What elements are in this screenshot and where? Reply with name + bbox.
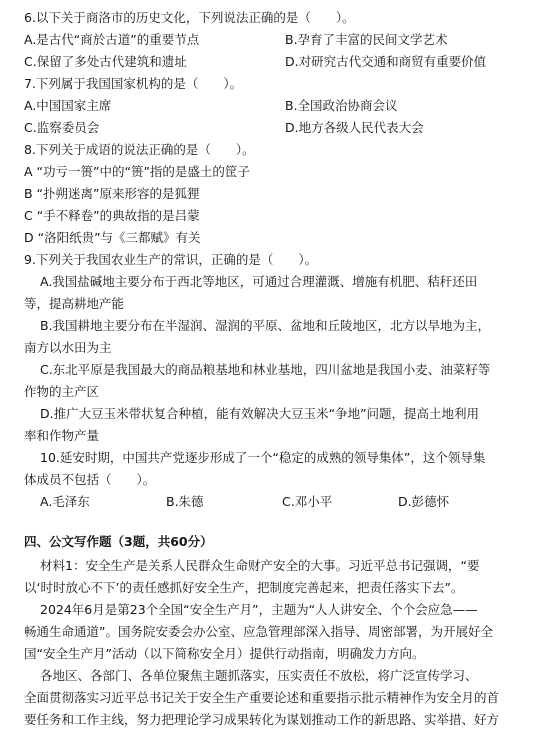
q10-stem-line1: 10.延安时期，中国共产党逐步形成了一个“稳定的成熟的领导集体”，这个领导集: [40, 450, 486, 465]
q6-stem: 6.以下关于商洛市的历史文化，下列说法正确的是（ ）。: [24, 10, 355, 25]
q9-option-b-line1: B.我国耕地主要分布在半湿润、湿润的平原、盆地和丘陵地区，北方以旱地为主，: [40, 318, 491, 333]
q7-option-b: B.全国政治协商会议: [285, 98, 398, 113]
material-paragraph-2-line1: 2024年6月是第23个全国“安全生产月”，主题为“人人讲安全、个个会应急——: [40, 602, 478, 617]
q10-stem-line2: 体成员不包括（ ）。: [24, 472, 156, 487]
q7-option-a: A.中国国家主席: [24, 98, 112, 113]
material-paragraph-1-line1: 材料1：安全生产是关系人民群众生命财产安全的大事。习近平总书记强调，“要: [40, 558, 480, 573]
q8-option-c: C “手不释卷”的典故指的是吕蒙: [24, 208, 200, 223]
q9-option-d-line1: D.推广大豆玉米带状复合种植，能有效解决大豆玉米“争地”问题，提高土地利用: [40, 406, 480, 421]
q8-option-b: B “扑朔迷离”原来形容的是狐狸: [24, 186, 200, 201]
q7-option-c: C.监察委员会: [24, 120, 100, 135]
section-heading: 四、公文写作题（3题，共60分）: [24, 534, 213, 549]
q6-option-c: C.保留了多处古代建筑和遗址: [24, 54, 187, 69]
q9-option-c-line2: 作物的主产区: [24, 384, 100, 399]
q9-option-a-line1: A.我国盐碱地主要分布于西北等地区，可通过合理灌溉、增施有机肥、秸秆还田: [40, 274, 478, 289]
q10-option-d: D.彭德怀: [398, 494, 450, 509]
material-paragraph-3-line3: 要任务和工作主线，努力把理论学习成果转化为谋划推动工作的新思路、实举措、好方: [24, 712, 500, 727]
q7-stem: 7.下列属于我国国家机构的是（ ）。: [24, 76, 243, 91]
q9-option-d-line2: 率和作物产量: [24, 428, 100, 443]
material-paragraph-3-line2: 全面贯彻落实习近平总书记关于安全生产重要论述和重要指示批示精神作为安全月的首: [24, 690, 500, 705]
q7-option-d: D.地方各级人民代表大会: [285, 120, 424, 135]
material-paragraph-2-line3: 国“安全生产月”活动（以下简称安全月）提供行动指南，明确发力方向。: [24, 646, 425, 661]
q8-option-a: A “功亏一篑”中的“篑”指的是盛土的筐子: [24, 164, 250, 179]
material-paragraph-1-line2: 以‘时时放心不下’的责任感抓好安全生产，把制度完善起来，把责任落实下去”。: [24, 580, 464, 595]
q6-option-b: B.孕育了丰富的民间文学艺术: [285, 32, 448, 47]
q9-option-b-line2: 南方以水田为主: [24, 340, 112, 355]
q9-option-a-line2: 等，提高耕地产能: [24, 296, 125, 311]
q6-option-d: D.对研究古代交通和商贸有重要价值: [285, 54, 487, 69]
q8-stem: 8.下列关于成语的说法正确的是（ ）。: [24, 142, 255, 157]
q9-option-c-line1: C.东北平原是我国最大的商品粮基地和林业基地，四川盆地是我国小麦、油菜籽等: [40, 362, 491, 377]
material-paragraph-3-line1: 各地区、各部门、各单位聚焦主题抓落实，压实责任不放松，将广泛宣传学习、: [40, 668, 478, 683]
q6-option-a: A.是古代“商於古道”的重要节点: [24, 32, 200, 47]
q10-option-c: C.邓小平: [282, 494, 333, 509]
material-paragraph-2-line2: 畅通生命通道”。国务院安委会办公室、应急管理部深入指导、周密部署，为开展好全: [24, 624, 493, 639]
q8-option-d: D “洛阳纸贵”与《三都赋》有关: [24, 230, 201, 245]
q10-option-a: A.毛泽东: [40, 494, 90, 509]
q9-stem: 9.下列关于我国农业生产的常识，正确的是（ ）。: [24, 252, 318, 267]
q10-option-b: B.朱德: [166, 494, 204, 509]
